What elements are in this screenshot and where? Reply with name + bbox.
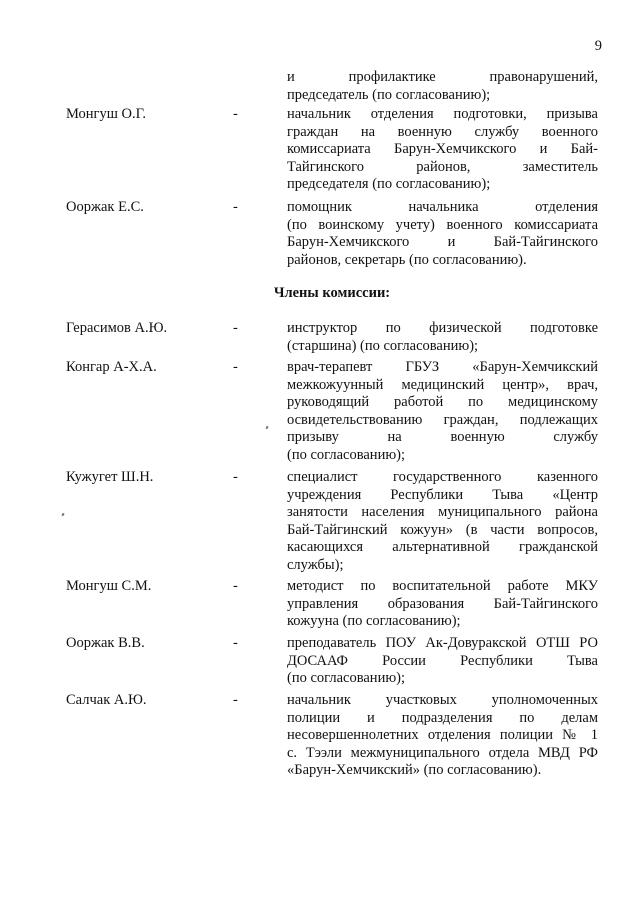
description-line: врач-терапевт ГБУЗ «Барун-Хемчикский	[287, 359, 598, 375]
description-line: призыву на военную службу	[287, 429, 598, 445]
description-line: районов, секретарь (по согласованию).	[287, 251, 527, 268]
entry-dash: -	[233, 359, 238, 375]
entry-dash: -	[233, 469, 238, 485]
entry-name: Герасимов А.Ю.	[66, 320, 168, 336]
entry-name: Монгуш С.М.	[66, 578, 152, 594]
description-line: начальник участковых уполномоченных	[287, 692, 598, 708]
description-line: касающихся альтернативной гражданской	[287, 539, 598, 555]
description-line: Бай-Тайгинский кожуун» (в части вопросов,	[287, 521, 598, 538]
scan-speck	[61, 513, 64, 517]
description-line: председатель (по согласованию);	[287, 86, 491, 103]
description-line: освидетельствованию граждан, подлежащих	[287, 411, 598, 428]
entry-dash: -	[233, 635, 238, 651]
description-line: методист по воспитательной работе МКУ	[287, 578, 598, 594]
description-line: полиции и подразделения по делам	[287, 709, 598, 726]
description-line: руководящий работой по медицинскому	[287, 394, 598, 410]
entry-description	[287, 199, 598, 269]
description-line: Барун-Хемчикского и Бай-Тайгинского	[287, 234, 598, 250]
description-line: комиссариата Барун-Хемчикского и Бай-	[287, 141, 598, 157]
description-line: начальник отделения подготовки, призыва	[287, 106, 598, 122]
entry-name: Конгар А-Х.А.	[66, 359, 157, 375]
description-line: с. Тээли межмуниципального отдела МВД РФ	[287, 744, 598, 761]
description-line: занятости населения муниципального района	[287, 504, 598, 520]
entry-description	[287, 635, 598, 688]
entry-dash: -	[233, 199, 238, 215]
scan-speck	[265, 426, 268, 430]
entry-description	[287, 692, 598, 780]
description-line: помощник начальника отделения	[287, 199, 598, 215]
description-line: (по воинскому учету) военного комиссариата	[287, 216, 598, 233]
description-line: несовершеннолетних отделения полиции № 1	[287, 727, 598, 743]
entry-name: Салчак А.Ю.	[66, 692, 147, 708]
description-line: межкожуунный медицинский центр», врач,	[287, 376, 598, 393]
description-line: управления образования Бай-Тайгинского	[287, 595, 598, 612]
entry-dash: -	[233, 106, 238, 122]
description-line: Тайгинского районов, заместитель	[287, 158, 598, 175]
entry-description	[287, 359, 598, 464]
description-line: «Барун-Хемчикский» (по согласованию).	[287, 762, 542, 778]
entry-description	[287, 320, 598, 355]
entry-description	[287, 578, 598, 631]
description-line: (по согласованию);	[287, 446, 406, 463]
description-line: инструктор по физической подготовке	[287, 320, 598, 336]
description-line: граждан на военную службу военного	[287, 123, 598, 140]
description-line: председателя (по согласованию);	[287, 176, 491, 192]
page-number: 9	[594, 38, 602, 54]
entry-description	[287, 469, 598, 574]
description-line: кожууна (по согласованию);	[287, 613, 461, 629]
description-line: (старшина) (по согласованию);	[287, 337, 479, 354]
description-line: преподаватель ПОУ Ак-Довуракской ОТШ РО	[287, 635, 598, 651]
entry-name: Кужугет Ш.Н.	[66, 469, 154, 485]
description-line: учреждения Республики Тыва «Центр	[287, 486, 598, 503]
entry-name: Ооржак В.В.	[66, 635, 145, 651]
entry-name: Ооржак Е.С.	[66, 199, 144, 215]
description-line: (по согласованию);	[287, 670, 406, 686]
entry-dash: -	[233, 320, 238, 336]
entry-dash: -	[233, 692, 238, 708]
description-line: специалист государственного казенного	[287, 469, 598, 485]
description-line: службы);	[287, 556, 344, 573]
entry-name: Монгуш О.Г.	[66, 106, 146, 122]
description-line: и профилактике правонарушений,	[287, 69, 598, 85]
entry-description	[287, 69, 598, 104]
members-heading: Члены комиссии:	[273, 285, 391, 301]
description-line: ДОСААФ России Республики Тыва	[287, 652, 598, 669]
entry-dash: -	[233, 578, 238, 594]
entry-description	[287, 106, 598, 194]
